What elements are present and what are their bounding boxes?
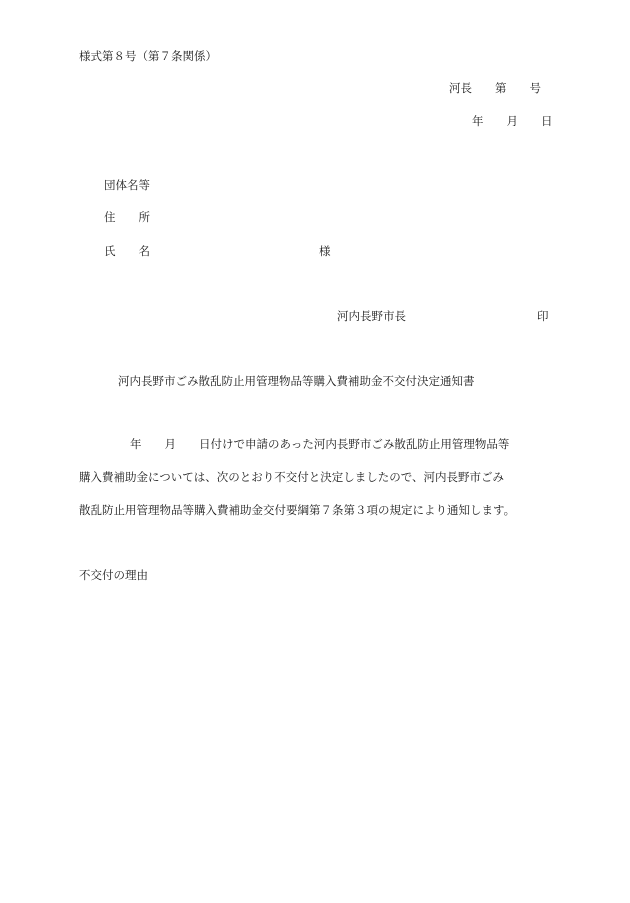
- sender-mayor: 河内長野市長: [337, 309, 406, 323]
- seal-mark: 印: [537, 309, 549, 323]
- body-line-3: 散乱防止用管理物品等購入費補助金交付要綱第７条第３項の規定により通知します。: [79, 503, 516, 517]
- reason-heading: 不交付の理由: [79, 568, 148, 582]
- honorific-sama: 様: [319, 244, 331, 258]
- issue-date: 年 月 日: [472, 114, 553, 128]
- document-title: 河内長野市ごみ散乱防止用管理物品等購入費補助金不交付決定通知書: [118, 374, 475, 388]
- document-number: 河長 第 号: [449, 81, 541, 95]
- organization-name-label: 団体名等: [104, 178, 150, 192]
- body-line-1: 年 月 日付けで申請のあった河内長野市ごみ散乱防止用管理物品等: [130, 437, 510, 451]
- name-label: 氏 名: [104, 244, 150, 258]
- form-number-label: 様式第８号（第７条関係）: [79, 49, 217, 63]
- address-label: 住 所: [104, 210, 150, 224]
- body-line-2: 購入費補助金については、次のとおり不交付と決定しましたので、河内長野市ごみ: [79, 470, 505, 484]
